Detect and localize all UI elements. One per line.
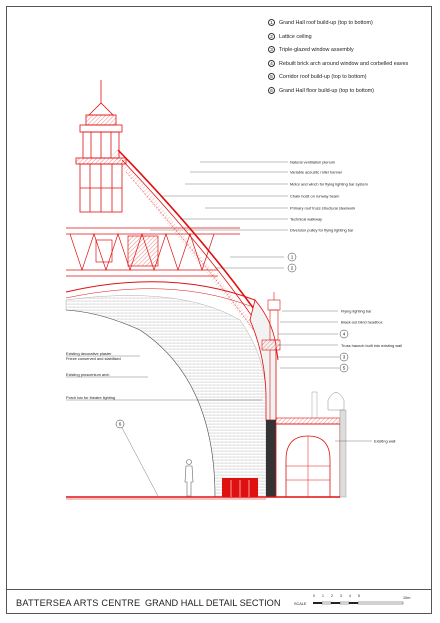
annotation-truss-haunch: Truss haunch built into existing wall (341, 343, 403, 348)
legend-text: Grand Hall floor build-up (top to bottom) (279, 87, 374, 94)
annotation-technical-walkway: Technical walkway (290, 216, 323, 222)
legend-text: Grand Hall roof build-up (top to bottom) (279, 20, 373, 26)
scale-tick-label: 4 (349, 594, 351, 598)
scale-tick-label: 1 (322, 594, 324, 598)
annotation-diversion-pulley: Diversion pulley for flying lighting bar (290, 227, 354, 233)
legend-number: 3 (268, 46, 275, 53)
annotation-proscenium-arch: Existing proscenium arch (66, 372, 110, 377)
annotation-motor-winch: Motor and winch for flying lighting bar system (290, 181, 368, 187)
annotation-truss-steelwork: Primary roof truss structural steelwork (290, 205, 356, 211)
callout-number: 6 (118, 421, 122, 427)
sheet-title: GRAND HALL DETAIL SECTION (145, 598, 281, 608)
callout-bubble (340, 353, 348, 361)
scale-ticks (313, 594, 383, 600)
title-block (6, 589, 432, 615)
floor-line (66, 478, 340, 499)
callout-number: 1 (290, 254, 294, 260)
callout-number: 3 (342, 354, 346, 360)
legend-number: 4 (268, 60, 275, 67)
annotation-blind-headbox: Black-out blind headbox (341, 319, 383, 325)
callout-bubble (288, 264, 296, 272)
callout-number: 4 (342, 331, 346, 337)
legend-text: Lattice ceiling (279, 33, 312, 40)
annotation-existing-wall: Existing wall (374, 438, 396, 444)
scale-label: SCALE (294, 602, 307, 606)
pinnacle-turret (268, 292, 280, 340)
scale-bar (313, 601, 413, 607)
callout-number: 2 (290, 265, 294, 271)
roof-truss (66, 228, 240, 276)
scale-tick-label: 0 (313, 594, 315, 598)
annotation-frieze-conserved: Frieze conserved and stabilised (66, 356, 121, 361)
callout-bubble (116, 420, 124, 428)
legend-text: Triple-glazed window assembly (279, 47, 354, 53)
scale-tick-label: 2 (331, 594, 333, 598)
scale-end-label: 10m (403, 596, 411, 600)
legend-number: 6 (268, 87, 275, 94)
annotation-roller-banner: Variable acoustic roller banner (290, 169, 343, 175)
callout-number: 5 (342, 365, 346, 371)
human-scale-figure (185, 460, 193, 497)
callout-bubble (288, 253, 296, 261)
corridor-block (266, 392, 346, 497)
annotation-chain-hoist: Chain hoist on runway beam (290, 193, 340, 199)
legend-number: 1 (268, 19, 275, 26)
legend-number: 5 (268, 73, 275, 80)
scale-tick-label: 3 (340, 594, 342, 598)
project-title: BATTERSEA ARTS CENTRE (16, 598, 141, 608)
legend-text: Corridor roof build-up (top to bottom) (279, 74, 367, 80)
legend-number: 2 (268, 33, 275, 40)
scale-tick-label: 5 (358, 594, 360, 598)
legend-text: Rebuilt brick arch around window and corbelled eaves (279, 60, 409, 67)
annotation-flying-lighting-bar: Flying lighting bar (341, 308, 372, 314)
lantern-cupola (76, 80, 126, 212)
annotation-decorative-plaster: Existing decorative plaster (66, 351, 112, 356)
annotation-porch-bar: Porch bar for theatre lighting (66, 395, 116, 400)
callout-bubble (340, 330, 348, 338)
callout-bubble (340, 364, 348, 372)
annotation-ventilation-plenum: Natural ventilation plenum (290, 159, 335, 165)
